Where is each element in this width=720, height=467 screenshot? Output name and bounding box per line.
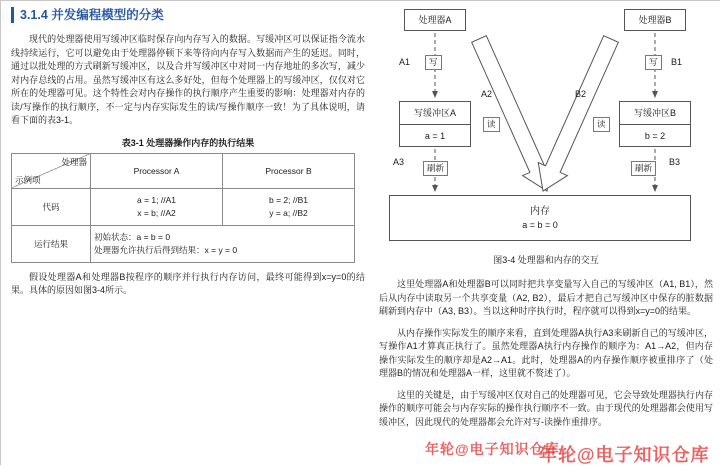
right-column [379,9,713,437]
column-header-processor-b: Processor B [223,153,355,188]
write-buffer-a-title: 写缓冲区A [400,102,470,125]
row-label-code: 代码 [12,188,91,225]
table-row-code [12,188,355,225]
seq-label-b2: B2 [575,89,587,99]
paragraph-key-point: 这里的关键是，由于写缓冲区仅对自己的处理器可见，它会导致处理器执行内存操作的顺序可能会与内存实际的操作执行顺序不一致。由于现代的处理器都会使用写缓冲区，因此现代的处理器都会允许对写-读操作重排序。 [379,389,713,427]
table-header-row [12,153,355,188]
read-arrow-b2 [538,36,618,191]
memory-title: 内存 [530,205,550,217]
seq-label-a1: A1 [399,57,411,67]
processor-b-box: 处理器B [624,9,686,31]
table-row-result [12,225,355,262]
column-header-processor-a: Processor A [91,153,223,188]
result-cell [91,225,355,262]
code-line-a1: a = 1; //A1 [137,194,176,205]
paragraph-assumption: 假设处理器A和处理器B按程序的顺序并行执行内存访问，最终可能得到x=y=0的结果。具体的原因如图3-4所示。 [11,271,365,295]
result-line-2: 处理器允许执行后得到结果：x = y = 0 [94,244,238,255]
section-heading: 3.1.4 并发编程模型的分类 [11,7,365,23]
write-buffer-b-box [619,101,691,147]
code-cell-b [223,188,355,225]
paragraph-intro: 现代的处理器使用写缓冲区临时保存向内存写入的数据。写缓冲区可以保证指令流水线持续运行，它可以避免由于处理器停顿下来等待向内存写入数据而产生的延迟。同时，通过以批处理的方式刷新写缓冲区，以及合并写缓冲区中对同一内存地址的多次写，减少对内存总线的占用。虽然写缓冲区有这么多好处，但每个处理器上的写缓冲区，仅仅对它所在的处理器可见。这个特性会对内存操作的执行顺序产生重要的影响：处理器对内存的读/写操作的执行顺序，不一定与内存实际发生的读/写操作顺序一致！为了具体说明，请看下面的表3-1。 [11,34,365,125]
read-tag-b: 读 [593,117,610,132]
left-column [11,7,365,306]
seq-label-a3: A3 [393,157,405,167]
corner-label-item: 示例项 [15,174,41,185]
code-line-b2: y = a; //B2 [269,207,308,218]
figure-caption: 图3-4 处理器和内存的交互 [493,255,599,265]
result-line-1: 初始状态：a = b = 0 [94,231,171,242]
result-table [11,153,355,263]
write-buffer-a-box [399,101,471,147]
flush-tag-b: 刷新 [631,161,656,176]
code-line-b1: b = 2; //B1 [269,194,308,205]
memory-box [389,195,691,241]
seq-label-a2: A2 [481,89,493,99]
read-tag-a: 读 [483,117,500,132]
table-caption: 表3-1 处理器操作内存的执行结果 [121,137,255,148]
paragraph-sequence: 这里处理器A和处理器B可以同时把共享变量写入自己的写缓冲区（A1, B1），然后从内存中读取另一个共享变量（A2, B2），最后才把自己写缓冲区中保存的脏数据刷新到内存中（A3, B3）。当以这种时序执行时，程序就可以得到x=y=0的结果。 [379,279,713,316]
processor-a-box: 处理器A [404,9,466,31]
table-corner-cell [12,153,91,188]
corner-label-processor: 处理器 [61,156,87,167]
flush-tag-a: 刷新 [423,161,448,176]
write-buffer-b-value: b = 2 [644,131,666,141]
seq-label-b1: B1 [671,57,683,67]
watermark-text: 年轮@电子知识仓库 [539,445,710,465]
write-tag-b: 写 [645,55,662,70]
memory-value: a = b = 0 [522,219,558,230]
code-line-a2: x = b; //A2 [137,207,176,218]
watermark-text: 年轮@电子知识仓库 [425,441,560,457]
figure-processor-memory [379,9,711,247]
write-buffer-a-value: a = 1 [424,131,446,141]
row-label-result: 运行结果 [12,225,91,262]
write-tag-a: 写 [425,55,442,70]
code-cell-a [91,188,223,225]
write-buffer-b-title: 写缓冲区B [620,102,690,125]
seq-label-b3: B3 [669,157,681,167]
paragraph-reorder: 从内存操作实际发生的顺序来看，直到处理器A执行A3来刷新自己的写缓冲区，写操作A1才算真正执行了。虽然处理器A执行内存操作的顺序为：A1→A2，但内存操作实际发生的顺序却是A2→A1。此时，处理器A的内存操作顺序被重排序了（处理器B的情况和处理器A一样，这里就不赘述了）。 [379,327,713,378]
